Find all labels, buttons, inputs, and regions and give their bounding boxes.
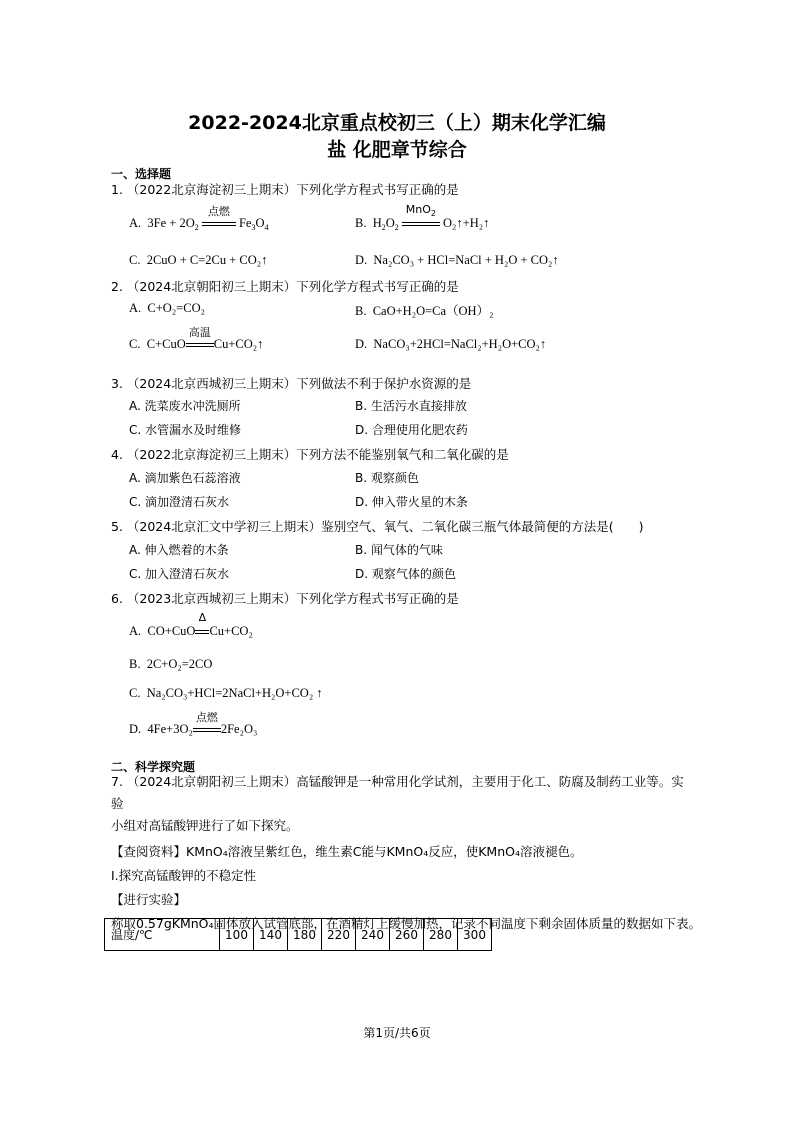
table-header-cell: 温度/℃ [105,919,220,951]
table-cell: 180 [288,919,322,951]
question-3-stem: 3. （2024北京西城初三上期末）下列做法不利于保护水资源的是 [111,376,472,391]
q7-procedure: 称取0.57gKMnO₄固体放入试管底部，在酒精灯上缓慢加热，记录不同温度下剩余固体质量的数据如下表。 [111,916,702,931]
q3-option-d: D. 合理使用化肥农药 [355,423,468,437]
q5-option-b: B. 闻气体的气味 [355,543,443,557]
q6-option-b: B. 2C+O₂=2CO [129,657,213,671]
question-7-text [111,771,702,935]
q3-option-a: A. 洗菜废水冲洗厕所 [129,399,241,413]
question-1-stem: 1. （2022北京海淀初三上期末）下列化学方程式书写正确的是 [111,182,459,197]
q1-option-d: D. Na₂CO₃ + HCl=NaCl + H₂O + CO₂↑ [355,253,559,267]
q1-option-b [355,203,490,232]
q5-option-a: A. 伸入燃着的木条 [129,543,229,557]
q1-a-products: $Fe_3O_4$ [238,216,269,232]
option-label: B. [355,216,367,230]
q6-option-a: A. CO+CuO Δ Cu+CO₂ [129,611,253,638]
q2-option-c: C. C+CuO 高温 Cu+CO₂↑ [129,326,264,351]
table-row [105,919,492,951]
q1-option-c: C. 2CuO + C=2Cu + CO₂↑ [129,253,268,267]
table-cell: 280 [424,919,458,951]
q7-experiment-heading: 【进行实验】 [111,892,187,907]
question-5-stem: 5. （2024北京汇文中学初三上期末）鉴别空气、氧气、二氧化碳三瓶气体最简便的方法是( ) [111,519,644,534]
q7-reference: 【查阅资料】KMnO₄溶液呈紫红色，维生素C能与KMnO₄反应，使KMnO₄溶液褪色。 [111,844,583,859]
option-label: A. [129,216,142,230]
table-cell: 300 [458,919,492,951]
q4-option-a: A. 滴加紫色石蕊溶液 [129,471,241,485]
table-cell: 240 [356,919,390,951]
q7-stem-line2: 小组对高锰酸钾进行了如下探究。 [111,818,299,833]
q1-option-a [129,205,269,232]
q4-option-c: C. 滴加澄清石灰水 [129,495,230,509]
reaction-condition: 点燃 [202,216,236,231]
q1-b-reactants: $H_2O_2$ [372,216,399,232]
reaction-condition: 高温 [186,337,214,352]
q6-option-d: D. 4Fe+3O₂ 点燃 2Fe₂O₃ [129,711,258,736]
section-heading-choice: 一、选择题 [111,167,172,181]
table-cell: 140 [254,919,288,951]
q2-option-b: B. CaO+H₂O=Ca（OH）₂ [355,304,494,318]
reaction-condition: Δ [195,624,209,639]
q5-option-c: C. 加入澄清石灰水 [129,567,230,581]
q6-option-c: C. Na₂CO₃+HCl=2NaCl+H₂O+CO₂ ↑ [129,686,323,700]
reaction-condition: MnO$_2$ [402,216,440,231]
q1-a-reactants: $3Fe + 2O_2$ [147,216,199,232]
q3-option-b: B. 生活污水直接排放 [355,399,467,413]
reaction-condition: 点燃 [193,722,221,737]
table-cell: 100 [220,919,254,951]
question-4-stem: 4. （2022北京海淀初三上期末）下列方法不能鉴别氧气和二氧化碳的是 [111,447,509,462]
table-cell: 260 [390,919,424,951]
document-title: 2022-2024北京重点校初三（上）期末化学汇编 [188,112,606,134]
q4-option-d: D. 伸入带火星的木条 [355,495,468,509]
q5-option-d: D. 观察气体的颜色 [355,567,456,581]
q3-option-c: C. 水管漏水及时维修 [129,423,242,437]
q1-b-products: O₂↑+H₂↑ [443,216,490,230]
table-cell: 220 [322,919,356,951]
q2-option-a: A. C+O₂=CO₂ [129,301,205,315]
document-subtitle: 盐 化肥章节综合 [327,139,467,161]
section-heading-inquiry: 二、科学探究题 [111,760,196,774]
q7-part-heading: Ⅰ.探究高锰酸钾的不稳定性 [111,868,257,883]
q7-stem-line1: 7. （2024北京朝阳初三上期末）高锰酸钾是一种常用化学试剂，主要用于化工、防腐及制药工业等。实验 [111,774,684,811]
page-footer: 第1页/共6页 [363,1026,431,1040]
question-2-stem: 2. （2024北京朝阳初三上期末）下列化学方程式书写正确的是 [111,279,459,294]
temperature-table [104,918,492,951]
q4-option-b: B. 观察颜色 [355,471,419,485]
q2-option-d: D. NaCO₃+2HCl=NaCl₂+H₂O+CO₂↑ [355,337,547,351]
question-6-stem: 6. （2023北京西城初三上期末）下列化学方程式书写正确的是 [111,591,459,606]
